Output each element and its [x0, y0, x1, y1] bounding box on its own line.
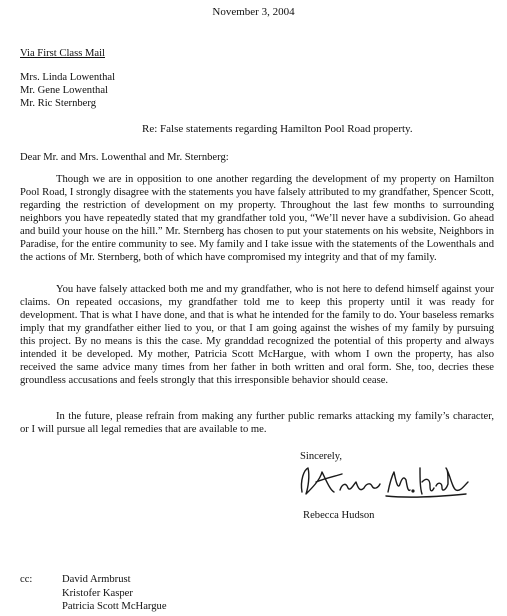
- cc-list: [62, 573, 167, 614]
- letter-date: November 3, 2004: [212, 6, 295, 18]
- salutation: Dear Mr. and Mrs. Lowenthal and Mr. Sternberg:: [20, 152, 229, 163]
- body-paragraph: Though we are in opposition to one another regarding the development of my property on Hamilton Pool Road, I strongly disagree with the statements you have falsely attributed to my grandfather, Spencer Scott, regarding the restriction of development on my property. Throughout the last few months to surrounding neighbors you have repeatedly stated that my grandfather told you, “We’ll never have a subdivision. Go ahead and build your house on the hill.” Mr. Sternberg has chosen to put your statements on his website, Neighbors in Paradise, for the entire community to see. My family and I take issue with the statements of the Lowenthals and the actions of Mr. Sternberg, both of which have compromised my integrity and that of my family.: [20, 174, 494, 263]
- cc-recipient: Kristofer Kasper: [62, 587, 133, 599]
- signer-name: Rebecca Hudson: [303, 510, 375, 521]
- cc-recipient: David Armbrust: [62, 574, 131, 585]
- recipient-list: [20, 71, 115, 110]
- handwritten-signature: [296, 462, 472, 500]
- closing: Sincerely,: [300, 451, 342, 462]
- cc-recipient: Patricia Scott McHargue: [62, 601, 167, 612]
- body-paragraph: You have falsely attacked both me and my grandfather, who is not here to defend himself against your claims. On repeated occasions, my grandfather told me to keep this property until it was ready for development. That is what I have done, and that is what he intended for the family to do. Your baseless remarks imply that my grandfather either lied to you, or that I am going against the wishes of my family by pursuing this project. By no means is this the case. My granddad recognized the potential of this property and always intended it be developed. My mother, Patricia Scott McHargue, with whom I own the property, has also received the same advice many times from her father in both written and oral form. She, too, decries these groundless accusations and feels strongly that this irresponsible behavior should cease.: [20, 284, 494, 386]
- delivery-method: Via First Class Mail: [20, 48, 105, 59]
- body-paragraph: In the future, please refrain from making any further public remarks attacking my family’s character, or I will pursue all legal remedies that are available to me.: [20, 411, 494, 435]
- cc-label: cc:: [20, 574, 33, 585]
- subject-line: Re: False statements regarding Hamilton Pool Road property.: [142, 123, 413, 135]
- recipient: Mr. Gene Lowenthal: [20, 85, 108, 96]
- recipient: Mrs. Linda Lowenthal: [20, 72, 116, 83]
- recipient: Mr. Ric Sternberg: [20, 98, 97, 109]
